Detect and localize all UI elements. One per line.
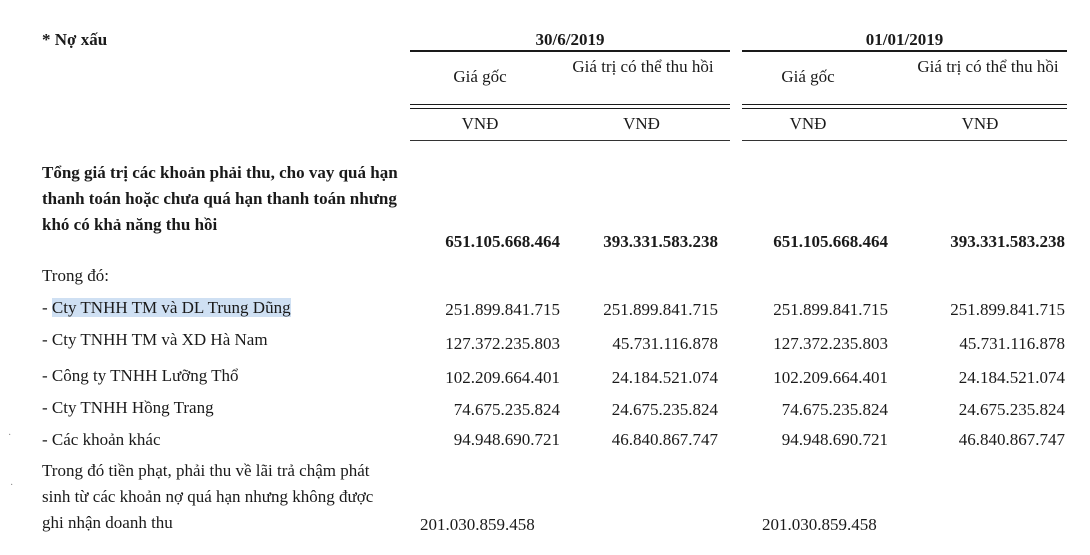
total-value: 651.105.668.464 xyxy=(773,232,888,251)
table-cell: 251.899.841.715 xyxy=(950,300,1065,319)
unit-label: VNĐ xyxy=(623,114,660,133)
table-row-label xyxy=(42,430,161,450)
period-header-2: 01/01/2019 xyxy=(865,30,944,49)
note-label: Trong đó tiền phạt, phải thu về lãi trả chậm phát sinh từ các khoản nợ quá hạn nhưng không được ghi nhận doanh thu xyxy=(42,461,374,532)
table-cell: 24.675.235.824 xyxy=(958,400,1065,419)
table-cell: 24.184.521.074 xyxy=(958,368,1065,387)
table-cell: 251.899.841.715 xyxy=(445,300,560,319)
total-value: 393.331.583.238 xyxy=(950,232,1065,251)
table-cell: 24.675.235.824 xyxy=(611,400,718,419)
section-title: * Nợ xấu xyxy=(42,30,108,49)
row-label: Công ty TNHH Lưỡng Thổ xyxy=(51,366,239,385)
row-label: Cty TNHH Hồng Trang xyxy=(51,398,214,417)
table-cell: 74.675.235.824 xyxy=(781,400,888,419)
row-prefix: - xyxy=(42,430,52,449)
table-cell: 102.209.664.401 xyxy=(773,368,888,387)
table-row-label xyxy=(42,298,291,318)
row-prefix: - xyxy=(42,330,52,349)
period-rule-2 xyxy=(742,50,1067,52)
table-cell: 94.948.690.721 xyxy=(453,430,560,449)
total-value: 393.331.583.238 xyxy=(603,232,718,251)
table-row-label xyxy=(42,398,214,418)
note-value: 201.030.859.458 xyxy=(420,515,535,534)
unit-label: VNĐ xyxy=(789,114,827,133)
table-cell: 94.948.690.721 xyxy=(781,430,888,449)
table-row-label xyxy=(42,366,239,386)
col-header-recoverable-1: Giá trị có thể thu hồi xyxy=(572,57,714,76)
table-cell: 74.675.235.824 xyxy=(453,400,560,419)
scan-dot: · xyxy=(8,430,12,441)
unit-rule-2 xyxy=(742,140,1067,141)
table-cell: 127.372.235.803 xyxy=(445,334,560,353)
scan-dot: · xyxy=(10,480,14,491)
row-prefix: - xyxy=(42,398,52,417)
row-label: Cty TNHH TM và XD Hà Nam xyxy=(51,330,268,349)
table-cell: 24.184.521.074 xyxy=(611,368,718,387)
table-cell: 45.731.116.878 xyxy=(612,334,718,353)
table-cell: 251.899.841.715 xyxy=(773,300,888,319)
col-header-recoverable-2: Giá trị có thể thu hồi xyxy=(917,57,1059,76)
row-prefix: - xyxy=(42,366,52,385)
period-rule-1 xyxy=(410,50,730,52)
table-cell: 45.731.116.878 xyxy=(959,334,1065,353)
highlighted-text[interactable]: Cty TNHH TM và DL Trung Dũng xyxy=(51,298,291,317)
table-cell: 251.899.841.715 xyxy=(603,300,718,319)
header-double-rule-1 xyxy=(410,104,730,109)
note-value: 201.030.859.458 xyxy=(762,515,877,534)
period-header-1: 30/6/2019 xyxy=(535,30,605,49)
header-double-rule-2 xyxy=(742,104,1067,109)
total-value: 651.105.668.464 xyxy=(445,232,560,251)
unit-label: VNĐ xyxy=(961,114,999,133)
col-header-cost-1: Giá gốc xyxy=(453,67,507,86)
unit-label: VNĐ xyxy=(461,114,499,133)
table-cell: 46.840.867.747 xyxy=(611,430,718,449)
table-cell: 46.840.867.747 xyxy=(958,430,1065,449)
row-prefix: - xyxy=(42,298,52,317)
table-row-label xyxy=(42,330,268,350)
total-label: Tổng giá trị các khoản phải thu, cho vay quá hạn thanh toán hoặc chưa quá hạn thanh toán nhưng khó có khả năng thu hồi xyxy=(42,163,398,234)
unit-rule-1 xyxy=(410,140,730,141)
table-cell: 127.372.235.803 xyxy=(773,334,888,353)
table-cell: 102.209.664.401 xyxy=(445,368,560,387)
breakdown-label: Trong đó: xyxy=(42,266,109,285)
col-header-cost-2: Giá gốc xyxy=(781,67,835,86)
row-label: Các khoản khác xyxy=(51,430,161,449)
